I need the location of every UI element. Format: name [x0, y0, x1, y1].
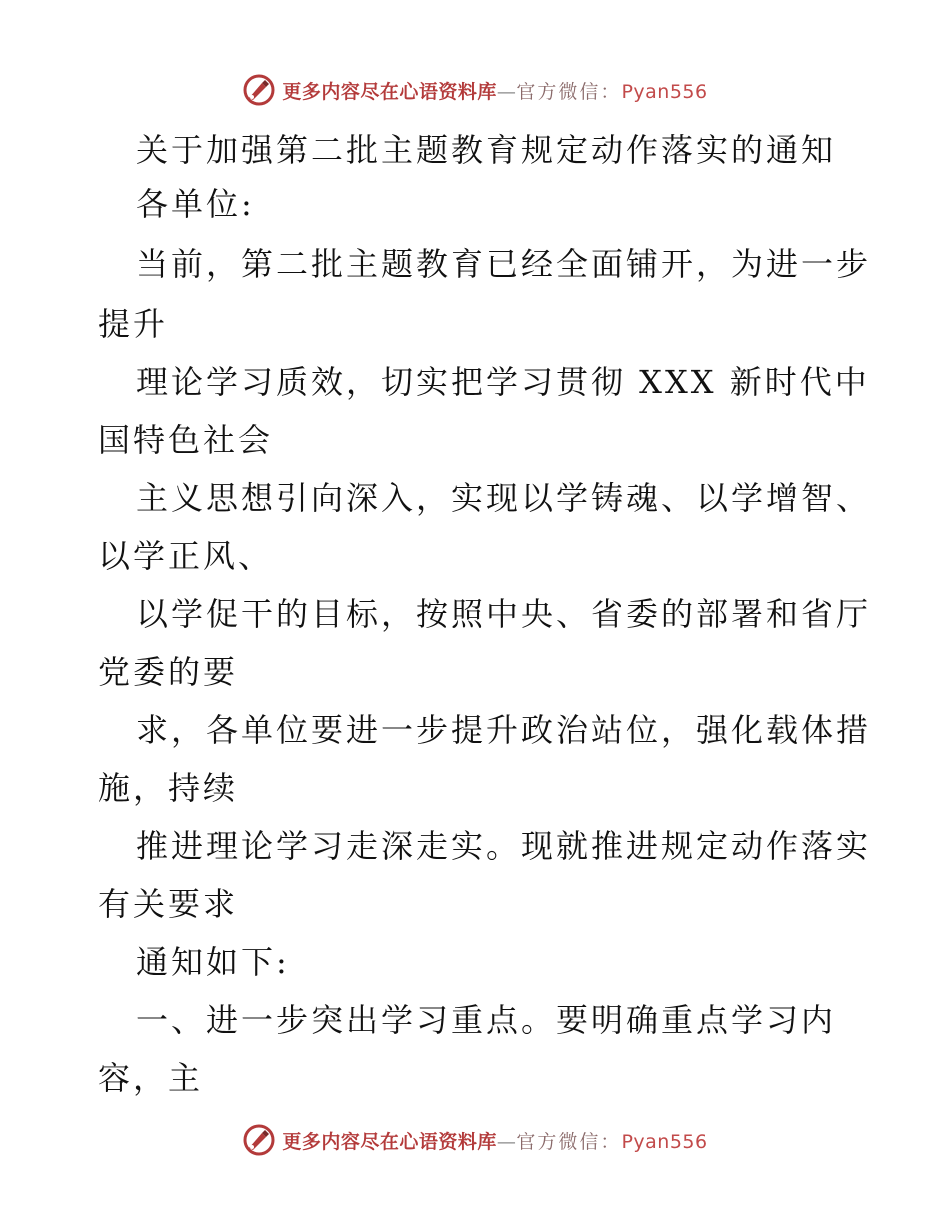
paragraph-line: 容，主	[98, 1059, 204, 1097]
watermark-text: 更多内容尽在心语资料库—官方微信：Pyan556	[282, 1130, 708, 1153]
paragraph-line: 提升	[98, 305, 169, 343]
paragraph-line: 国特色社会	[98, 421, 274, 459]
paragraph-line: 党委的要	[98, 653, 239, 691]
paragraph-line: 通知如下:	[136, 943, 290, 981]
paragraph-line: 求，各单位要进一步提升政治站位，强化载体措	[136, 711, 872, 749]
salutation: 各单位:	[136, 185, 255, 223]
footer-watermark	[0, 1120, 950, 1160]
pen-logo-icon	[242, 1123, 276, 1157]
paragraph-line: 一、进一步突出学习重点。要明确重点学习内	[136, 1001, 837, 1039]
watermark-text: 更多内容尽在心语资料库—官方微信：Pyan556	[282, 80, 708, 103]
paragraph-line: 以学正风、	[98, 537, 274, 575]
paragraph-line: 推进理论学习走深走实。现就推进规定动作落实	[136, 827, 872, 865]
paragraph-line: 当前，第二批主题教育已经全面铺开，为进一步	[136, 245, 872, 283]
paragraph-line: 主义思想引向深入，实现以学铸魂、以学增智、	[136, 479, 872, 517]
pen-logo-icon	[242, 73, 276, 107]
paragraph-line: 以学促干的目标，按照中央、省委的部署和省厅	[136, 595, 872, 633]
paragraph-line: 理论学习质效，切实把学习贯彻 XXX 新时代中	[136, 363, 870, 401]
paragraph-line: 有关要求	[98, 885, 239, 923]
header-watermark	[0, 70, 950, 110]
paragraph-line: 施，持续	[98, 769, 239, 807]
document-title: 关于加强第二批主题教育规定动作落实的通知	[136, 131, 837, 169]
